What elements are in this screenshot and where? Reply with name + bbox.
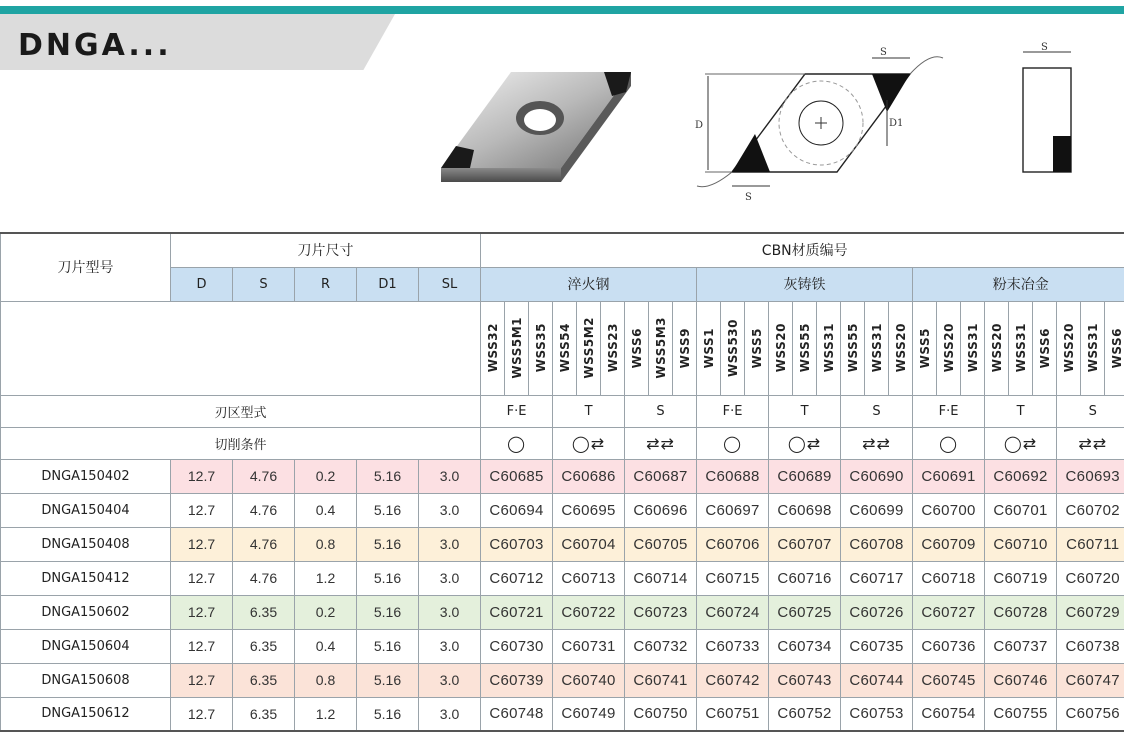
order-code-cell: C60712 (481, 561, 553, 595)
grade-label (649, 301, 673, 395)
grade-text: WSS6 (629, 327, 644, 369)
order-code-cell: C60718 (913, 561, 985, 595)
material-group-header: 粉末冶金 (913, 267, 1124, 301)
grade-text: WSS20 (989, 323, 1004, 373)
cutting-condition-icon: ◯ (481, 427, 553, 459)
order-code-cell: C60700 (913, 493, 985, 527)
order-code-cell: C60738 (1057, 629, 1124, 663)
dim-cell-d: 12.7 (171, 697, 233, 731)
order-code-cell: C60695 (553, 493, 625, 527)
order-code-cell: C60737 (985, 629, 1057, 663)
dim-cell-sl: 3.0 (419, 629, 481, 663)
order-code-cell: C60704 (553, 527, 625, 561)
order-code-cell: C60746 (985, 663, 1057, 697)
grade-label (889, 301, 913, 395)
dim-cell-sl: 3.0 (419, 663, 481, 697)
grade-text: WSS20 (893, 323, 908, 373)
grade-blank (1, 301, 481, 395)
material-group-header: 淬火钢 (481, 267, 697, 301)
dim-cell-d1: 5.16 (357, 527, 419, 561)
cutting-condition-icon: ◯⇄ (769, 427, 841, 459)
grade-label (745, 301, 769, 395)
grade-label (913, 301, 937, 395)
order-code-cell: C60705 (625, 527, 697, 561)
grade-text: WSS55 (845, 323, 860, 373)
grade-text: WSS20 (941, 323, 956, 373)
table-row (1, 493, 1124, 527)
order-code-cell: C60733 (697, 629, 769, 663)
model-cell: DNGA150408 (1, 527, 171, 561)
grade-text: WSS35 (533, 323, 548, 373)
grade-label (505, 301, 529, 395)
order-code-cell: C60696 (625, 493, 697, 527)
order-code-cell: C60729 (1057, 595, 1124, 629)
order-code-cell: C60710 (985, 527, 1057, 561)
order-code-cell: C60685 (481, 459, 553, 493)
order-code-cell: C60722 (553, 595, 625, 629)
table-row (1, 561, 1124, 595)
order-code-cell: C60724 (697, 595, 769, 629)
dim-cell-sl: 3.0 (419, 561, 481, 595)
order-code-cell: C60745 (913, 663, 985, 697)
order-code-cell: C60748 (481, 697, 553, 731)
model-cell: DNGA150404 (1, 493, 171, 527)
dim-cell-s: 6.35 (233, 595, 295, 629)
dim-cell-d: 12.7 (171, 459, 233, 493)
grade-label (601, 301, 625, 395)
order-code-cell: C60730 (481, 629, 553, 663)
col-material-header: CBN材质编号 (481, 233, 1124, 267)
dim-header: SL (419, 267, 481, 301)
order-code-cell: C60688 (697, 459, 769, 493)
order-code-cell: C60693 (1057, 459, 1124, 493)
grade-label (937, 301, 961, 395)
dim-cell-d: 12.7 (171, 493, 233, 527)
dim-cell-r: 1.2 (295, 561, 357, 595)
order-code-cell: C60689 (769, 459, 841, 493)
order-code-cell: C60716 (769, 561, 841, 595)
order-code-cell: C60751 (697, 697, 769, 731)
dim-cell-r: 0.2 (295, 459, 357, 493)
order-code-cell: C60753 (841, 697, 913, 731)
dim-cell-s: 4.76 (233, 561, 295, 595)
model-cell: DNGA150604 (1, 629, 171, 663)
cutting-condition-icon: ⇄⇄ (841, 427, 913, 459)
dim-cell-d1: 5.16 (357, 629, 419, 663)
insert-side-view-drawing (1015, 40, 1083, 180)
dim-cell-d: 12.7 (171, 629, 233, 663)
order-code-cell: C60709 (913, 527, 985, 561)
grade-label (1057, 301, 1081, 395)
dim-cell-s: 6.35 (233, 697, 295, 731)
grade-label (985, 301, 1009, 395)
grade-text: WSS1 (701, 327, 716, 369)
order-code-cell: C60750 (625, 697, 697, 731)
order-code-cell: C60699 (841, 493, 913, 527)
table-row (1, 459, 1124, 493)
grade-text: WSS31 (869, 323, 884, 373)
model-cell: DNGA150612 (1, 697, 171, 731)
order-code-cell: C60697 (697, 493, 769, 527)
dim-cell-r: 0.8 (295, 527, 357, 561)
order-code-cell: C60719 (985, 561, 1057, 595)
order-code-cell: C60687 (625, 459, 697, 493)
svg-text:D1: D1 (889, 118, 904, 129)
model-cell: DNGA150412 (1, 561, 171, 595)
order-code-cell: C60707 (769, 527, 841, 561)
grade-label (721, 301, 745, 395)
order-code-cell: C60701 (985, 493, 1057, 527)
dim-cell-s: 6.35 (233, 663, 295, 697)
grade-label (481, 301, 505, 395)
grade-text: WSS55 (797, 323, 812, 373)
insert-spec-table (0, 232, 1124, 732)
grade-text: WSS5M3 (653, 317, 668, 379)
dim-cell-sl: 3.0 (419, 459, 481, 493)
insert-top-view-drawing (675, 40, 960, 215)
order-code-cell: C60735 (841, 629, 913, 663)
dim-header: R (295, 267, 357, 301)
grade-label (529, 301, 553, 395)
grade-label (1009, 301, 1033, 395)
svg-text:S: S (880, 47, 887, 58)
order-code-cell: C60721 (481, 595, 553, 629)
grade-label (817, 301, 841, 395)
order-code-cell: C60726 (841, 595, 913, 629)
dim-header: S (233, 267, 295, 301)
table-row (1, 595, 1124, 629)
order-code-cell: C60723 (625, 595, 697, 629)
edge-type: T (985, 395, 1057, 427)
table-row (1, 629, 1124, 663)
grade-text: WSS6 (1109, 327, 1124, 369)
dim-header: D (171, 267, 233, 301)
dim-cell-sl: 3.0 (419, 697, 481, 731)
table-row (1, 527, 1124, 561)
model-cell: DNGA150602 (1, 595, 171, 629)
order-code-cell: C60728 (985, 595, 1057, 629)
dim-cell-d1: 5.16 (357, 561, 419, 595)
accent-bar (0, 6, 1124, 14)
svg-text:D: D (695, 120, 704, 131)
grade-text: WSS5 (917, 327, 932, 369)
order-code-cell: C60694 (481, 493, 553, 527)
svg-text:S: S (745, 192, 752, 203)
order-code-cell: C60734 (769, 629, 841, 663)
grade-label (577, 301, 601, 395)
order-code-cell: C60756 (1057, 697, 1124, 731)
order-code-cell: C60708 (841, 527, 913, 561)
order-code-cell: C60702 (1057, 493, 1124, 527)
order-code-cell: C60725 (769, 595, 841, 629)
grade-text: WSS6 (1037, 327, 1052, 369)
order-code-cell: C60747 (1057, 663, 1124, 697)
cutting-condition-icon: ◯⇄ (985, 427, 1057, 459)
cutting-condition-icon: ◯⇄ (553, 427, 625, 459)
grade-label (625, 301, 649, 395)
edge-type: S (841, 395, 913, 427)
dim-cell-d1: 5.16 (357, 663, 419, 697)
grade-label (1033, 301, 1057, 395)
dim-cell-d: 12.7 (171, 527, 233, 561)
dim-cell-sl: 3.0 (419, 493, 481, 527)
edge-type: S (1057, 395, 1124, 427)
grade-text: WSS5 (749, 327, 764, 369)
table-row (1, 663, 1124, 697)
order-code-cell: C60686 (553, 459, 625, 493)
grade-text: WSS31 (1013, 323, 1028, 373)
dim-cell-d: 12.7 (171, 561, 233, 595)
edge-type: T (553, 395, 625, 427)
page-title: DNGA... (18, 28, 172, 63)
order-code-cell: C60703 (481, 527, 553, 561)
cutting-condition-icon: ⇄⇄ (1057, 427, 1124, 459)
edge-type: F·E (697, 395, 769, 427)
order-code-cell: C60749 (553, 697, 625, 731)
dim-cell-r: 0.8 (295, 663, 357, 697)
order-code-cell: C60740 (553, 663, 625, 697)
grade-label (697, 301, 721, 395)
grade-text: WSS32 (485, 323, 500, 373)
order-code-cell: C60706 (697, 527, 769, 561)
grade-label (793, 301, 817, 395)
grade-label (1105, 301, 1124, 395)
edge-label: 刃区型式 (1, 395, 481, 427)
order-code-cell: C60690 (841, 459, 913, 493)
order-code-cell: C60755 (985, 697, 1057, 731)
grade-text: WSS20 (1061, 323, 1076, 373)
dim-cell-d1: 5.16 (357, 697, 419, 731)
order-code-cell: C60711 (1057, 527, 1124, 561)
material-group-header: 灰铸铁 (697, 267, 913, 301)
grade-text: WSS54 (557, 323, 572, 373)
model-cell: DNGA150608 (1, 663, 171, 697)
dim-cell-s: 4.76 (233, 493, 295, 527)
grade-label (865, 301, 889, 395)
dim-cell-r: 1.2 (295, 697, 357, 731)
cutting-condition-icon: ⇄⇄ (625, 427, 697, 459)
edge-type: S (625, 395, 697, 427)
col-model-header: 刀片型号 (1, 233, 171, 301)
order-code-cell: C60717 (841, 561, 913, 595)
edge-type: F·E (913, 395, 985, 427)
grade-text: WSS23 (605, 323, 620, 373)
dim-cell-d1: 5.16 (357, 459, 419, 493)
cutting-condition-icon: ◯ (697, 427, 769, 459)
dim-cell-s: 4.76 (233, 527, 295, 561)
svg-text:S: S (1041, 42, 1048, 53)
grade-label (841, 301, 865, 395)
cond-label: 切削条件 (1, 427, 481, 459)
grade-text: WSS31 (1085, 323, 1100, 373)
order-code-cell: C60715 (697, 561, 769, 595)
order-code-cell: C60741 (625, 663, 697, 697)
dim-cell-r: 0.4 (295, 629, 357, 663)
order-code-cell: C60752 (769, 697, 841, 731)
grade-text: WSS31 (965, 323, 980, 373)
order-code-cell: C60713 (553, 561, 625, 595)
grade-label (673, 301, 697, 395)
edge-type: F·E (481, 395, 553, 427)
dim-cell-s: 4.76 (233, 459, 295, 493)
grade-text: WSS31 (821, 323, 836, 373)
col-size-header: 刀片尺寸 (171, 233, 481, 267)
insert-photo (436, 60, 641, 190)
dim-cell-d: 12.7 (171, 663, 233, 697)
order-code-cell: C60743 (769, 663, 841, 697)
grade-label (961, 301, 985, 395)
order-code-cell: C60739 (481, 663, 553, 697)
dim-cell-d: 12.7 (171, 595, 233, 629)
order-code-cell: C60698 (769, 493, 841, 527)
order-code-cell: C60742 (697, 663, 769, 697)
dim-cell-d1: 5.16 (357, 493, 419, 527)
dim-header: D1 (357, 267, 419, 301)
order-code-cell: C60692 (985, 459, 1057, 493)
dim-cell-r: 0.2 (295, 595, 357, 629)
dim-cell-r: 0.4 (295, 493, 357, 527)
order-code-cell: C60754 (913, 697, 985, 731)
order-code-cell: C60720 (1057, 561, 1124, 595)
dim-cell-sl: 3.0 (419, 595, 481, 629)
grade-label (553, 301, 577, 395)
dim-cell-s: 6.35 (233, 629, 295, 663)
grade-text: WSS20 (773, 323, 788, 373)
grade-text: WSS9 (677, 327, 692, 369)
order-code-cell: C60731 (553, 629, 625, 663)
grade-label (1081, 301, 1105, 395)
table-row (1, 697, 1124, 731)
order-code-cell: C60691 (913, 459, 985, 493)
order-code-cell: C60727 (913, 595, 985, 629)
cutting-condition-icon: ◯ (913, 427, 985, 459)
order-code-cell: C60736 (913, 629, 985, 663)
edge-type: T (769, 395, 841, 427)
order-code-cell: C60732 (625, 629, 697, 663)
dim-cell-d1: 5.16 (357, 595, 419, 629)
model-cell: DNGA150402 (1, 459, 171, 493)
grade-text: WSS5M1 (509, 317, 524, 379)
grade-label (769, 301, 793, 395)
dim-cell-sl: 3.0 (419, 527, 481, 561)
order-code-cell: C60744 (841, 663, 913, 697)
order-code-cell: C60714 (625, 561, 697, 595)
grade-text: WSS5M2 (581, 317, 596, 379)
grade-text: WSS530 (725, 318, 740, 378)
